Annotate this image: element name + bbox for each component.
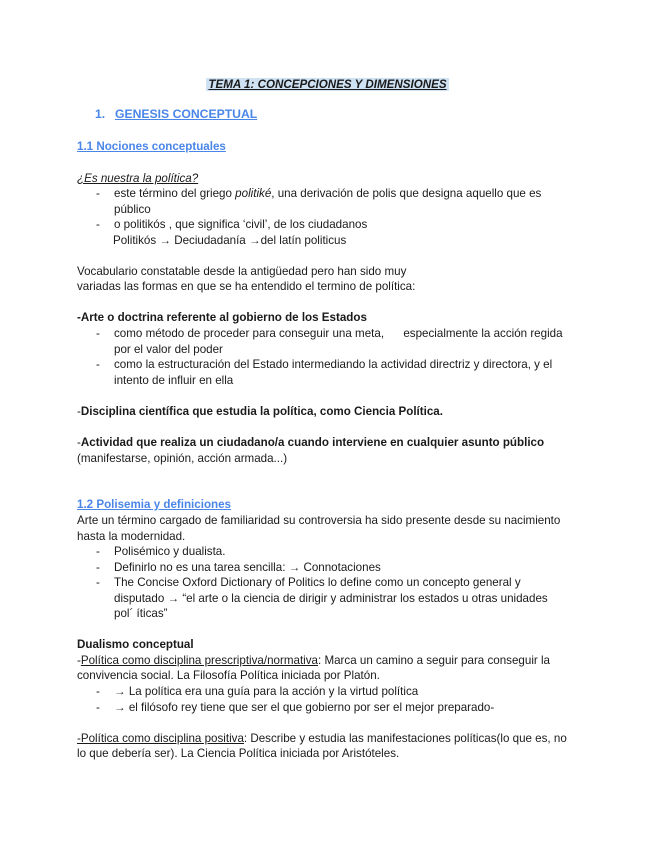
- bullet-dash: -: [96, 576, 100, 589]
- document-title: TEMA 1: CONCEPCIONES Y DIMENSIONES: [208, 78, 447, 91]
- prescriptiva-line: -Política como disciplina prescriptiva/normativa: Marca un camino a seguir para conseguir la: [77, 654, 550, 667]
- prescriptiva-bullet-2: → el filósofo rey tiene que ser el que gobierno por ser el mejor preparado-: [114, 701, 495, 714]
- bullet-dash: -: [96, 701, 100, 714]
- etymology-line: Politikós → Deciudadanía →del latín politicus: [113, 234, 347, 247]
- actividad-paren: (manifestarse, opinión, acción armada...): [77, 452, 288, 465]
- polisemia-bullet-2: Definirlo no es una tarea sencilla: → Connotaciones: [114, 561, 381, 574]
- polisemia-bullet-3-cont-1: disputado → “el arte o la ciencia de dirigir y administrar los estados u otras unidades: [114, 592, 548, 605]
- bullet-dash: -: [96, 561, 100, 574]
- section-heading-genesis: 1. GENESIS CONCEPTUAL: [95, 107, 258, 121]
- actividad-line: -Actividad que realiza un ciudadano/a cuando interviene en cualquier asunto público: [77, 436, 545, 449]
- polisemia-line-1: Arte un término cargado de familiaridad su controversia ha sido presente desde su nacimiento: [77, 514, 561, 527]
- polisemia-bullet-3: The Concise Oxford Dictionary of Politics lo define como un concepto general y: [114, 576, 521, 589]
- positiva-line: -Política como disciplina positiva: Describe y estudia las manifestaciones políticas(lo que es, no: [77, 732, 567, 745]
- polisemia-bullet-3-cont-2: pol´ íticas”: [114, 607, 168, 620]
- arte-bullet-1: como método de proceder para conseguir una meta, especialmente la acción regida: [114, 327, 563, 340]
- bullet-griego: este término del griego politiké, una derivación de polis que designa aquello que es: [114, 187, 542, 200]
- polisemia-bullet-1: Polisémico y dualista.: [114, 545, 226, 558]
- arte-bullet-2-cont: intento de influir en ella: [114, 374, 234, 387]
- bullet-dash: -: [96, 218, 100, 231]
- question-politica: ¿Es nuestra la política?: [77, 172, 199, 185]
- bullet-dash: -: [96, 358, 100, 371]
- vocab-line-2: variadas las formas en que se ha entendido el termino de política:: [77, 280, 416, 293]
- positiva-cont: lo que debería ser). La Ciencia Política iniciada por Aristóteles.: [77, 747, 400, 760]
- arte-heading: -Arte o doctrina referente al gobierno de los Estados: [77, 311, 367, 324]
- bullet-griego-cont: público: [114, 203, 151, 216]
- vocab-line-1: Vocabulario constatable desde la antigüedad pero han sido muy: [77, 265, 407, 278]
- bullet-politikos: o politikós , que significa ‘civil’, de los ciudadanos: [114, 218, 368, 231]
- arte-bullet-2: como la estructuración del Estado intermediando la actividad directriz y directora, y el: [114, 358, 553, 371]
- bullet-dash: -: [96, 685, 100, 698]
- arte-bullet-1-cont: por el valor del poder: [114, 343, 223, 356]
- subheading-nociones: 1.1 Nociones conceptuales: [77, 140, 226, 153]
- bullet-dash: -: [96, 327, 100, 340]
- polisemia-line-2: hasta la modernidad.: [77, 530, 186, 543]
- prescriptiva-cont: convivencia social. La Filosofía Política iniciada por Platón.: [77, 669, 380, 682]
- bullet-dash: -: [96, 545, 100, 558]
- dualismo-heading: Dualismo conceptual: [77, 638, 194, 651]
- prescriptiva-bullet-1: → La política era una guía para la acción y la virtud política: [114, 685, 419, 698]
- disciplina-line: -Disciplina científica que estudia la política, como Ciencia Política.: [77, 405, 443, 418]
- subheading-polisemia: 1.2 Polisemia y definiciones: [77, 498, 232, 511]
- bullet-dash: -: [96, 187, 100, 200]
